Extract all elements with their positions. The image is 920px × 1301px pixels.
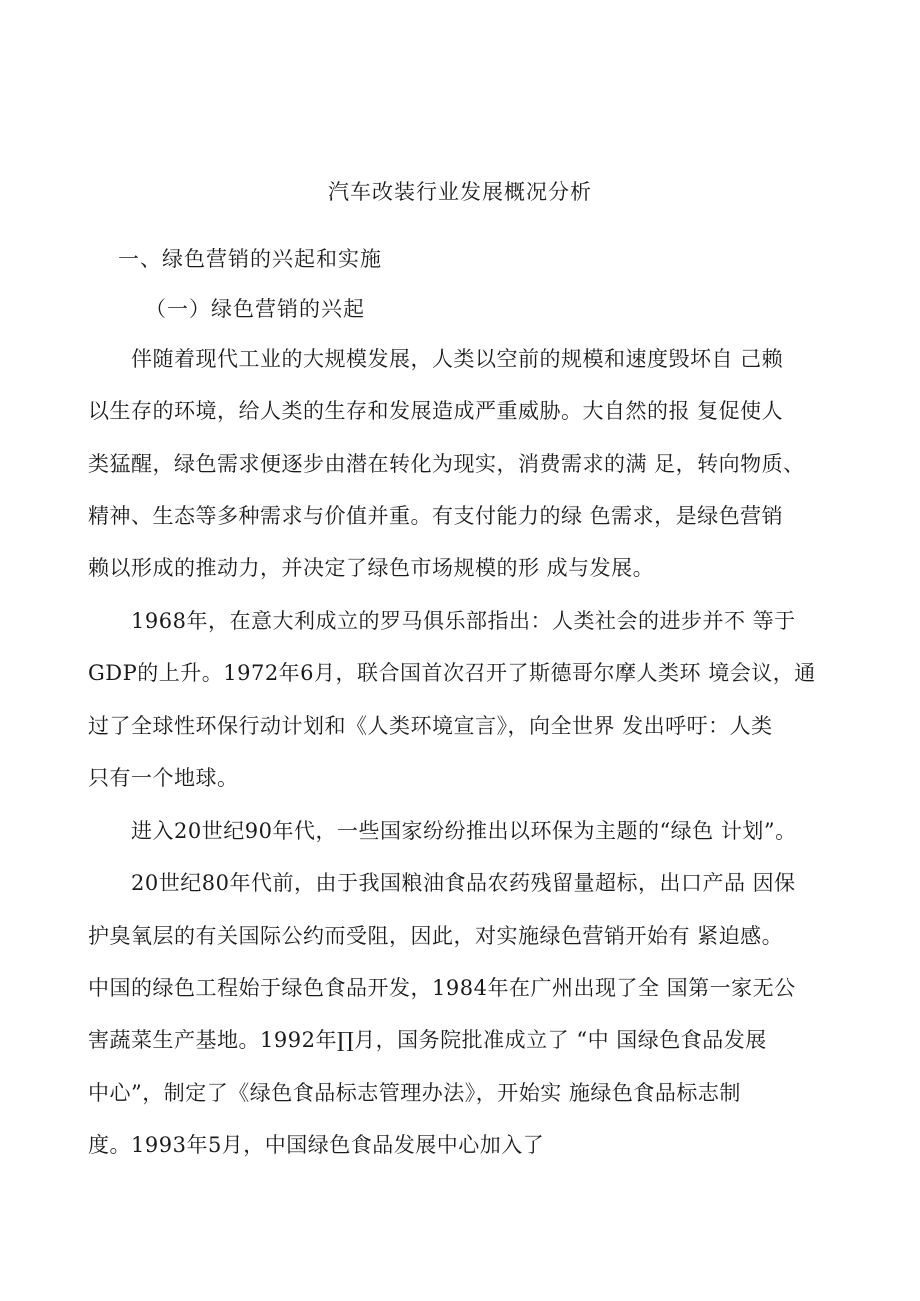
paragraph-line: 以生存的环境，给人类的生存和发展造成严重威胁。大自然的报 复促使人: [88, 399, 784, 423]
paragraph-line: 伴随着现代工业的大规模发展，人类以空前的规模和速度毁坏自 己赖: [131, 347, 784, 371]
paragraph-line: 过了全球性环保行动计划和《人类环境宣言》，向全世界 发出呼吁：人类: [88, 714, 773, 738]
paragraph-line: 中心”，制定了《绿色食品标志管理办法》，开始实 施绿色食品标志制: [88, 1081, 741, 1105]
paragraph-line: 1968年，在意大利成立的罗马俱乐部指出：人类社会的进步并不 等于: [131, 609, 796, 633]
paragraph-line: 度。1993年5月，中国绿色食品发展中心加入了: [88, 1133, 545, 1157]
subsection-heading: （一）绿色营销的兴起: [145, 297, 365, 321]
paragraph-line: 中国的绿色工程始于绿色食品开发，1984年在广州出现了全 国第一家无公: [88, 976, 796, 1000]
paragraph-line: 类猛醒，绿色需求便逐步由潜在转化为现实，消费需求的满 足，转向物质、: [88, 452, 805, 476]
paragraph-line: 害蔬菜生产基地。1992年∏月，国务院批准成立了 “中 国绿色食品发展: [88, 1028, 767, 1052]
paragraph-line: 进入20世纪90年代，一些国家纷纷推出以环保为主题的“绿色 计划”。: [131, 819, 797, 843]
paragraph-line: 20世纪80年代前，由于我国粮油食品农药残留量超标，出口产品 因保: [131, 871, 796, 895]
paragraph-line: 赖以形成的推动力，并决定了绿色市场规模的形 成与发展。: [88, 556, 655, 580]
section-heading: 一、绿色营销的兴起和实施: [118, 247, 382, 271]
paragraph-line: GDP的上升。1972年6月，联合国首次召开了斯德哥尔摩人类环 境会议，通: [88, 661, 816, 685]
paragraph-line: 精神、生态等多种需求与价值并重。有支付能力的绿 色需求，是绿色营销: [88, 504, 784, 528]
paragraph-line: 护臭氧层的有关国际公约而受阻，因此，对实施绿色营销开始有 紧迫感。: [88, 924, 784, 948]
document-title: 汽车改装行业发展概况分析: [328, 180, 592, 204]
paragraph-line: 只有一个地球。: [88, 766, 239, 790]
